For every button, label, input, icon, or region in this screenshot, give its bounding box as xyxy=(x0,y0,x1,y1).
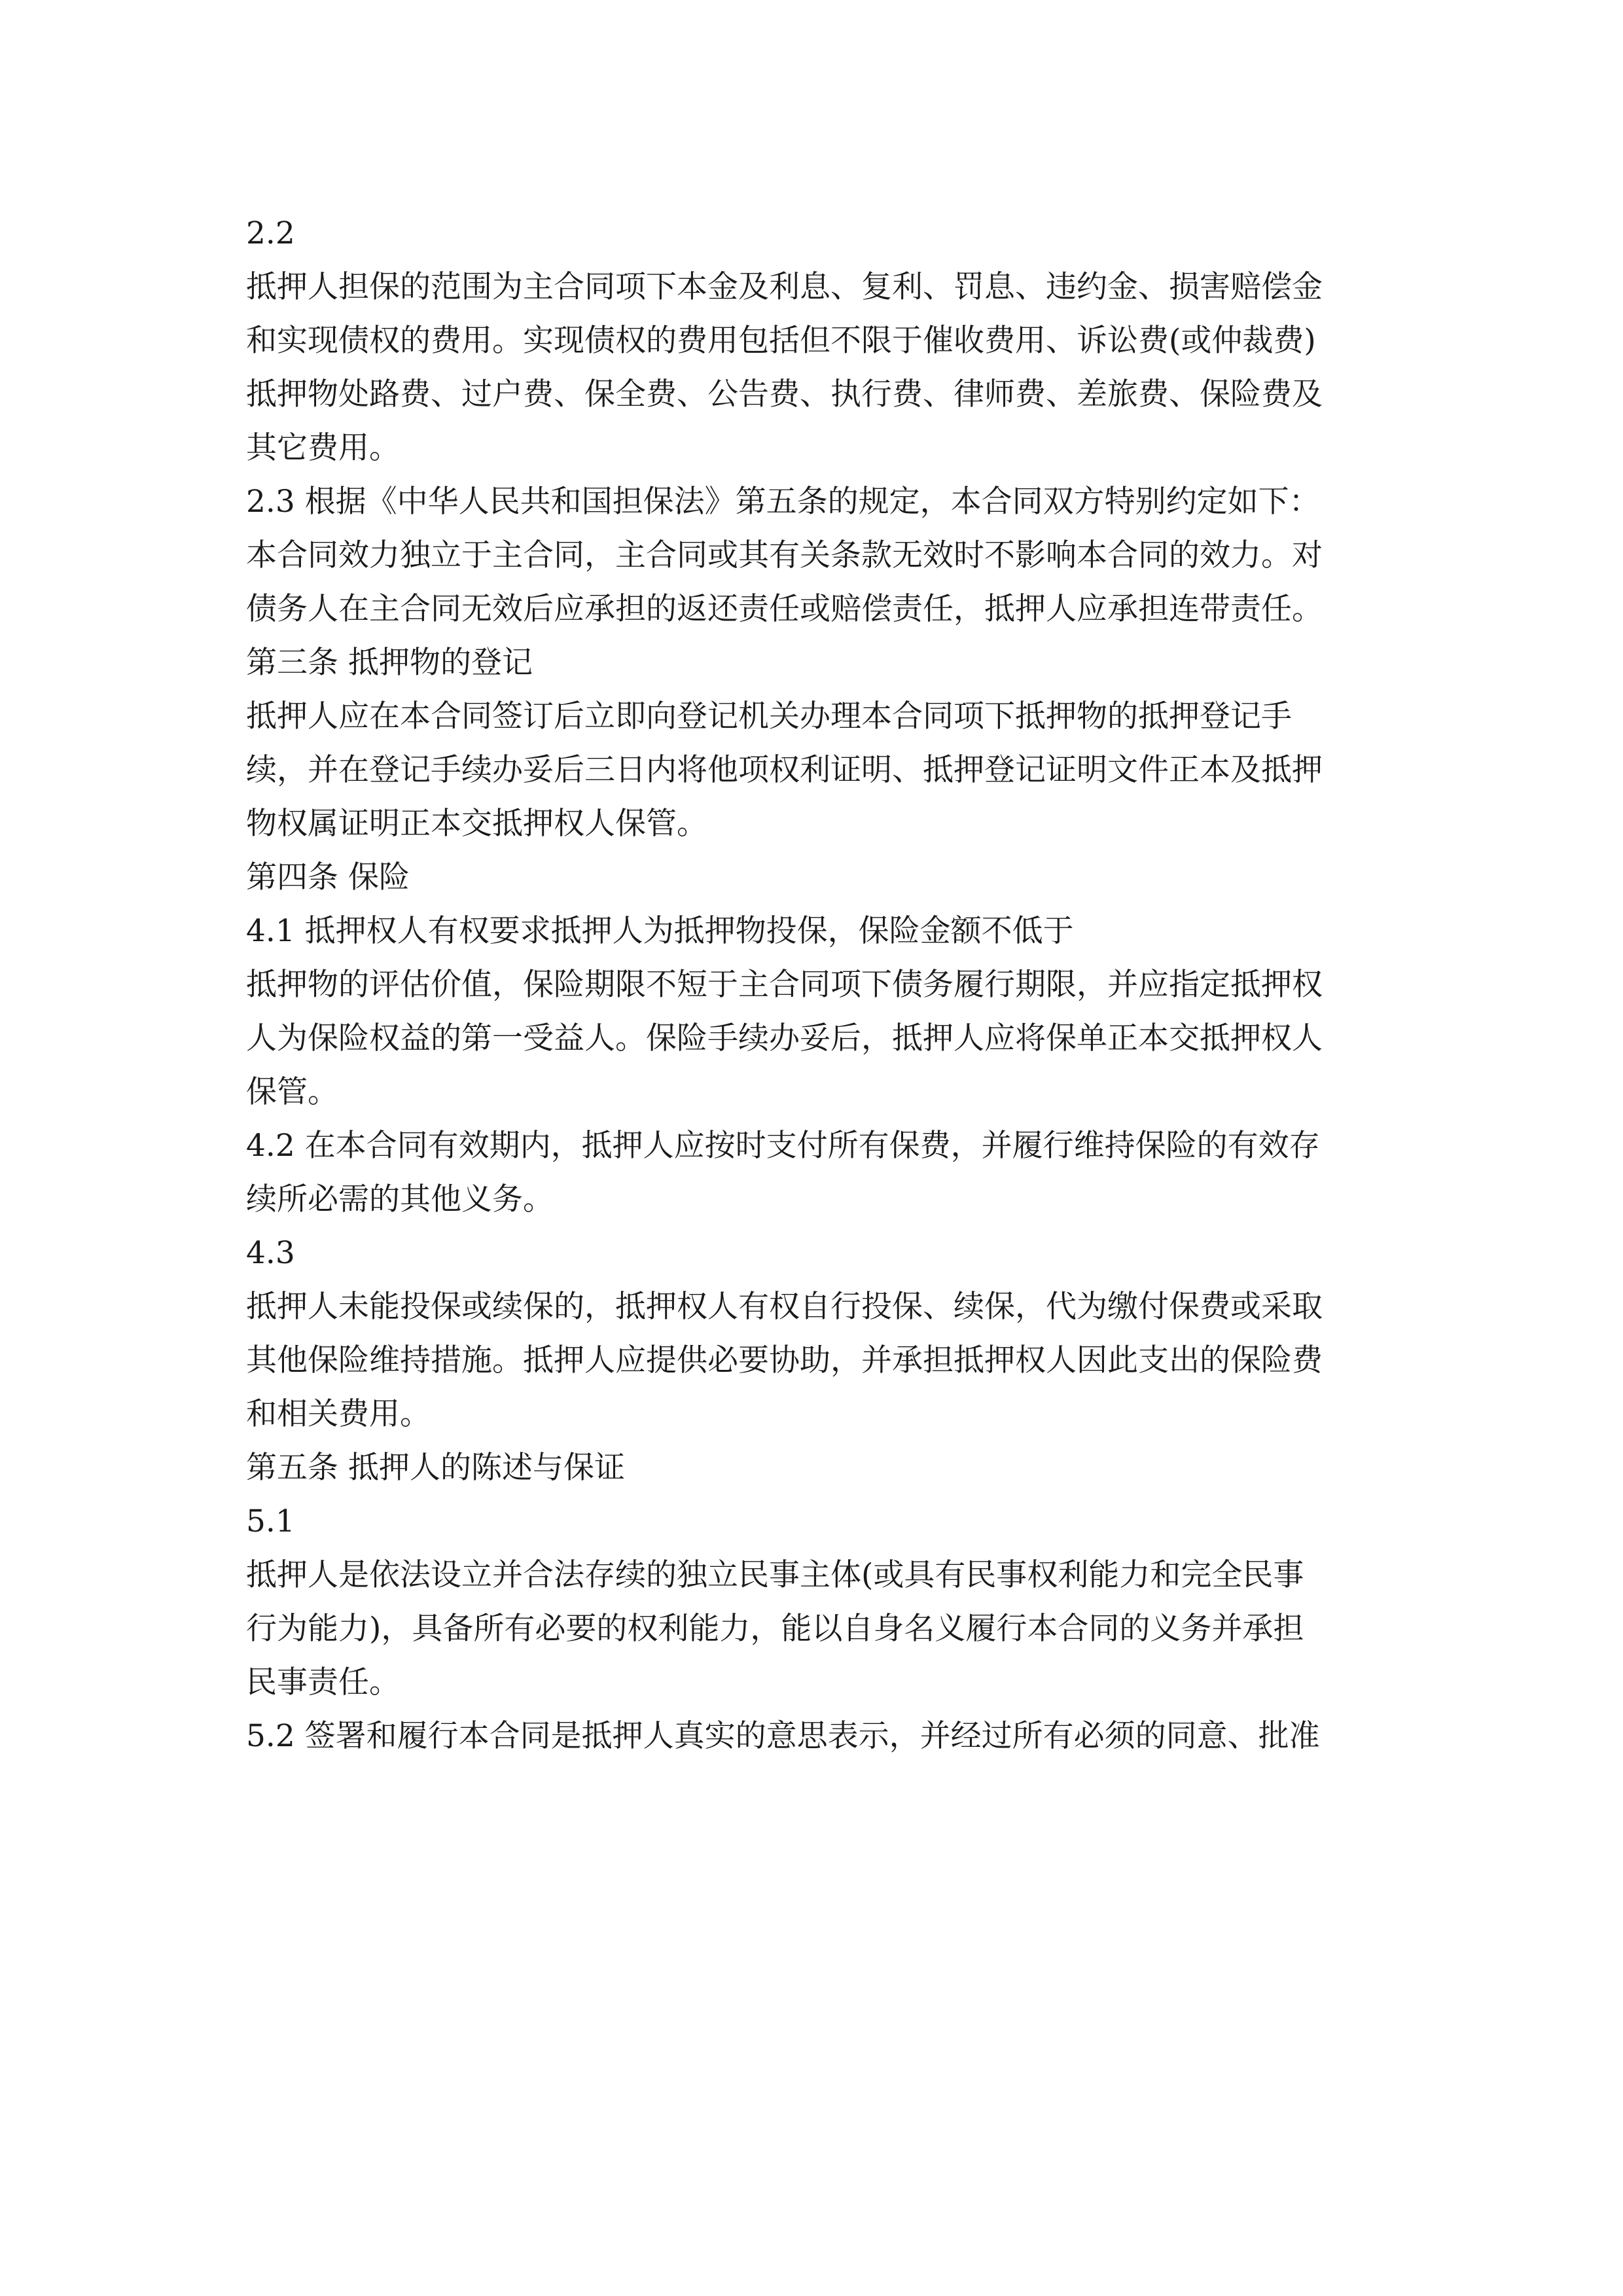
article-heading: 第四条 保险 xyxy=(246,859,410,895)
text-line: 抵押人未能投保或续保的，抵押权人有权自行投保、续保，代为缴付保费或采取 xyxy=(246,1289,1323,1325)
text-line: 保管。 xyxy=(246,1074,338,1110)
text-line: 抵押人是依法设立并合法存续的独立民事主体(或具有民事权利能力和完全民事 xyxy=(246,1557,1304,1593)
text-line: 抵押人应在本合同签订后立即向登记机关办理本合同项下抵押物的抵押登记手 xyxy=(246,698,1292,734)
clause-number: 2.2 xyxy=(246,215,295,251)
text-line: 4.2 在本合同有效期内，抵押人应按时支付所有保费，并履行维持保险的有效存 xyxy=(246,1128,1320,1164)
text-line: 其它费用。 xyxy=(246,430,400,466)
text-line: 续所必需的其他义务。 xyxy=(246,1181,554,1217)
text-line: 物权属证明正本交抵押权人保管。 xyxy=(246,806,707,842)
text-line: 其他保险维持措施。抵押人应提供必要协助，并承担抵押权人因此支出的保险费 xyxy=(246,1342,1323,1378)
text-line: 5.2 签署和履行本合同是抵押人真实的意思表示，并经过所有必须的同意、批准 xyxy=(246,1718,1320,1754)
text-line: 和相关费用。 xyxy=(246,1396,431,1432)
text-line: 民事责任。 xyxy=(246,1664,400,1700)
text-line: 和实现债权的费用。实现债权的费用包括但不限于催收费用、诉讼费(或仲裁费) xyxy=(246,323,1316,359)
clause-number: 4.3 xyxy=(246,1235,295,1271)
text-line: 人为保险权益的第一受益人。保险手续办妥后，抵押人应将保单正本交抵押权人 xyxy=(246,1020,1323,1056)
article-heading: 第三条 抵押物的登记 xyxy=(246,645,533,681)
article-heading: 第五条 抵押人的陈述与保证 xyxy=(246,1450,625,1486)
text-line: 2.3 根据《中华人民共和国担保法》第五条的规定，本合同双方特别约定如下： xyxy=(246,484,1320,520)
text-line: 抵押物的评估价值，保险期限不短于主合同项下债务履行期限，并应指定抵押权 xyxy=(246,967,1323,1003)
clause-number: 5.1 xyxy=(246,1503,295,1539)
text-line: 抵押物处路费、过户费、保全费、公告费、执行费、律师费、差旅费、保险费及 xyxy=(246,376,1323,412)
document-body xyxy=(246,207,1385,1763)
text-line: 本合同效力独立于主合同，主合同或其有关条款无效时不影响本合同的效力。对 xyxy=(246,537,1323,573)
text-line: 续，并在登记手续办妥后三日内将他项权利证明、抵押登记证明文件正本及抵押 xyxy=(246,752,1323,788)
text-line: 抵押人担保的范围为主合同项下本金及利息、复利、罚息、违约金、损害赔偿金 xyxy=(246,269,1323,305)
text-line: 债务人在主合同无效后应承担的返还责任或赔偿责任，抵押人应承担连带责任。 xyxy=(246,591,1323,627)
text-line: 4.1 抵押权人有权要求抵押人为抵押物投保，保险金额不低于 xyxy=(246,913,1074,949)
text-line: 行为能力)，具备所有必要的权利能力，能以自身名义履行本合同的义务并承担 xyxy=(246,1611,1304,1647)
